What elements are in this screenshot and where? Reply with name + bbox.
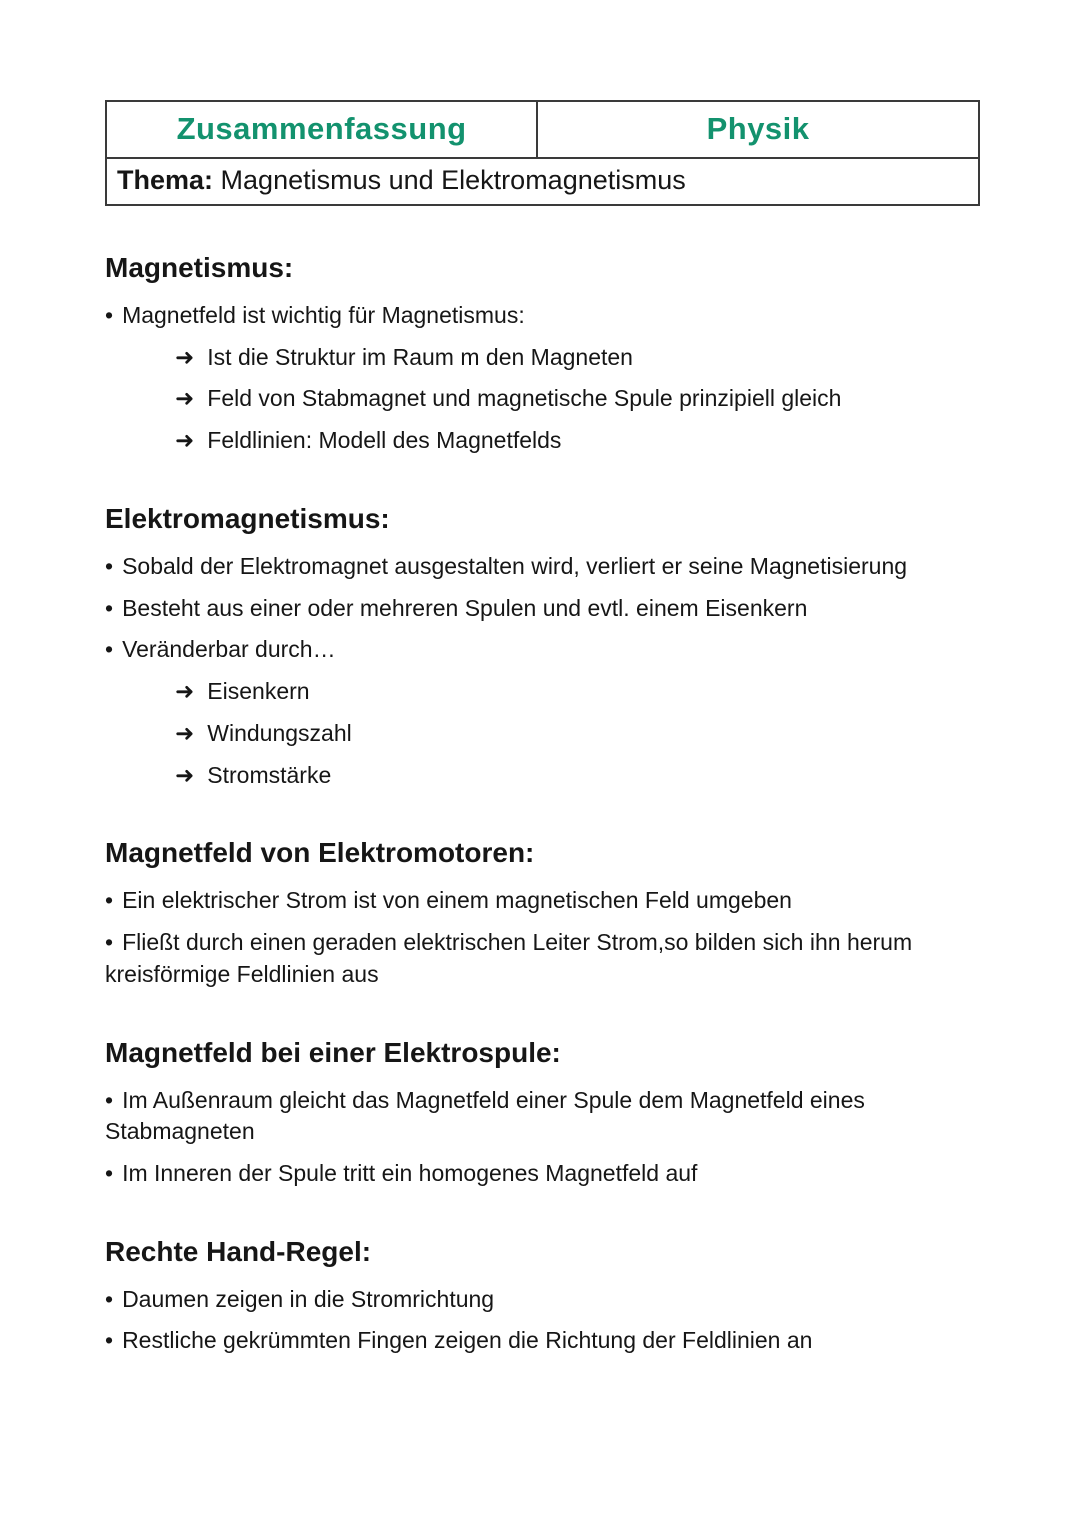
bullet-item bbox=[105, 593, 980, 625]
bullet-item bbox=[105, 927, 980, 990]
bullet-item bbox=[105, 1158, 980, 1190]
thema-value: Magnetismus und Elektromagnetismus bbox=[220, 165, 686, 195]
item-text: Fließt durch einen geraden elektrischen Leiter Strom,so bilden sich ihn herum kreisförmige Feldlinien aus bbox=[105, 929, 913, 987]
bullet-icon: • bbox=[105, 636, 114, 663]
bullet-icon: • bbox=[105, 1285, 114, 1312]
bullet-icon: • bbox=[105, 929, 114, 956]
item-text: Restliche gekrümmten Fingen zeigen die Richtung der Feldlinien an bbox=[122, 1327, 813, 1354]
arrow-item bbox=[175, 718, 980, 750]
thema-row bbox=[107, 159, 978, 204]
item-text: Ist die Struktur im Raum m den Magneten bbox=[207, 343, 633, 370]
bullet-item bbox=[105, 1085, 980, 1148]
section-title: Magnetismus: bbox=[105, 252, 294, 283]
arrow-icon: ➜ bbox=[175, 761, 195, 788]
bullet-icon: • bbox=[105, 302, 114, 328]
bullet-item bbox=[105, 300, 980, 332]
section-title: Magnetfeld bei einer Elektrospule: bbox=[105, 1036, 561, 1068]
bullet-item bbox=[105, 1284, 980, 1316]
arrow-item bbox=[175, 342, 980, 374]
item-text: Besteht aus einer oder mehreren Spulen und evtl. einem Eisenkern bbox=[122, 594, 808, 621]
item-text: Daumen zeigen in die Stromrichtung bbox=[122, 1285, 495, 1312]
item-text: Stromstärke bbox=[207, 761, 332, 788]
arrow-icon: ➜ bbox=[175, 427, 195, 454]
item-text: Feldlinien: Modell des Magnetfelds bbox=[207, 427, 562, 454]
arrow-icon: ➜ bbox=[175, 343, 195, 370]
arrow-item bbox=[175, 383, 980, 415]
header-title-left: Zusammenfassung bbox=[107, 102, 538, 157]
bullet-item bbox=[105, 551, 980, 583]
item-text: Sobald der Elektromagnet ausgestalten wird, verliert er seine Magnetisierung bbox=[122, 552, 908, 579]
item-text: Im Außenraum gleicht das Magnetfeld einer Spule dem Magnetfeld eines Stabmagneten bbox=[105, 1086, 865, 1145]
arrow-item bbox=[175, 425, 980, 457]
sections bbox=[105, 252, 980, 1357]
arrow-icon: ➜ bbox=[175, 678, 195, 705]
bullet-icon: • bbox=[105, 1086, 114, 1113]
item-text: Magnetfeld ist wichtig für Magnetismus: bbox=[122, 302, 525, 328]
header-title-right: Physik bbox=[706, 111, 810, 146]
bullet-icon: • bbox=[105, 552, 114, 579]
section-title: Rechte Hand-Regel: bbox=[105, 1235, 372, 1267]
thema-label: Thema: bbox=[117, 165, 214, 195]
bullet-icon: • bbox=[105, 887, 114, 914]
header-title-row bbox=[107, 102, 978, 159]
bullet-icon: • bbox=[105, 1327, 114, 1354]
arrow-item bbox=[175, 760, 980, 792]
bullet-icon: • bbox=[105, 594, 114, 621]
item-text: Im Inneren der Spule tritt ein homogenes Magnetfeld auf bbox=[122, 1160, 698, 1187]
arrow-icon: ➜ bbox=[175, 385, 195, 412]
item-text: Veränderbar durch… bbox=[122, 636, 336, 663]
arrow-icon: ➜ bbox=[175, 719, 195, 746]
bullet-item bbox=[105, 885, 980, 917]
header-table bbox=[105, 100, 980, 206]
section-title: Elektromagnetismus: bbox=[105, 502, 390, 534]
item-text: Feld von Stabmagnet und magnetische Spule prinzipiell gleich bbox=[207, 385, 842, 412]
section-title: Magnetfeld von Elektromotoren: bbox=[105, 837, 535, 869]
arrow-item bbox=[175, 676, 980, 708]
bullet-item bbox=[105, 1325, 980, 1357]
bullet-icon: • bbox=[105, 1160, 114, 1187]
item-text: Eisenkern bbox=[207, 678, 310, 705]
item-text: Ein elektrischer Strom ist von einem magnetischen Feld umgeben bbox=[122, 887, 792, 914]
item-text: Windungszahl bbox=[207, 719, 352, 746]
bullet-item bbox=[105, 634, 980, 666]
